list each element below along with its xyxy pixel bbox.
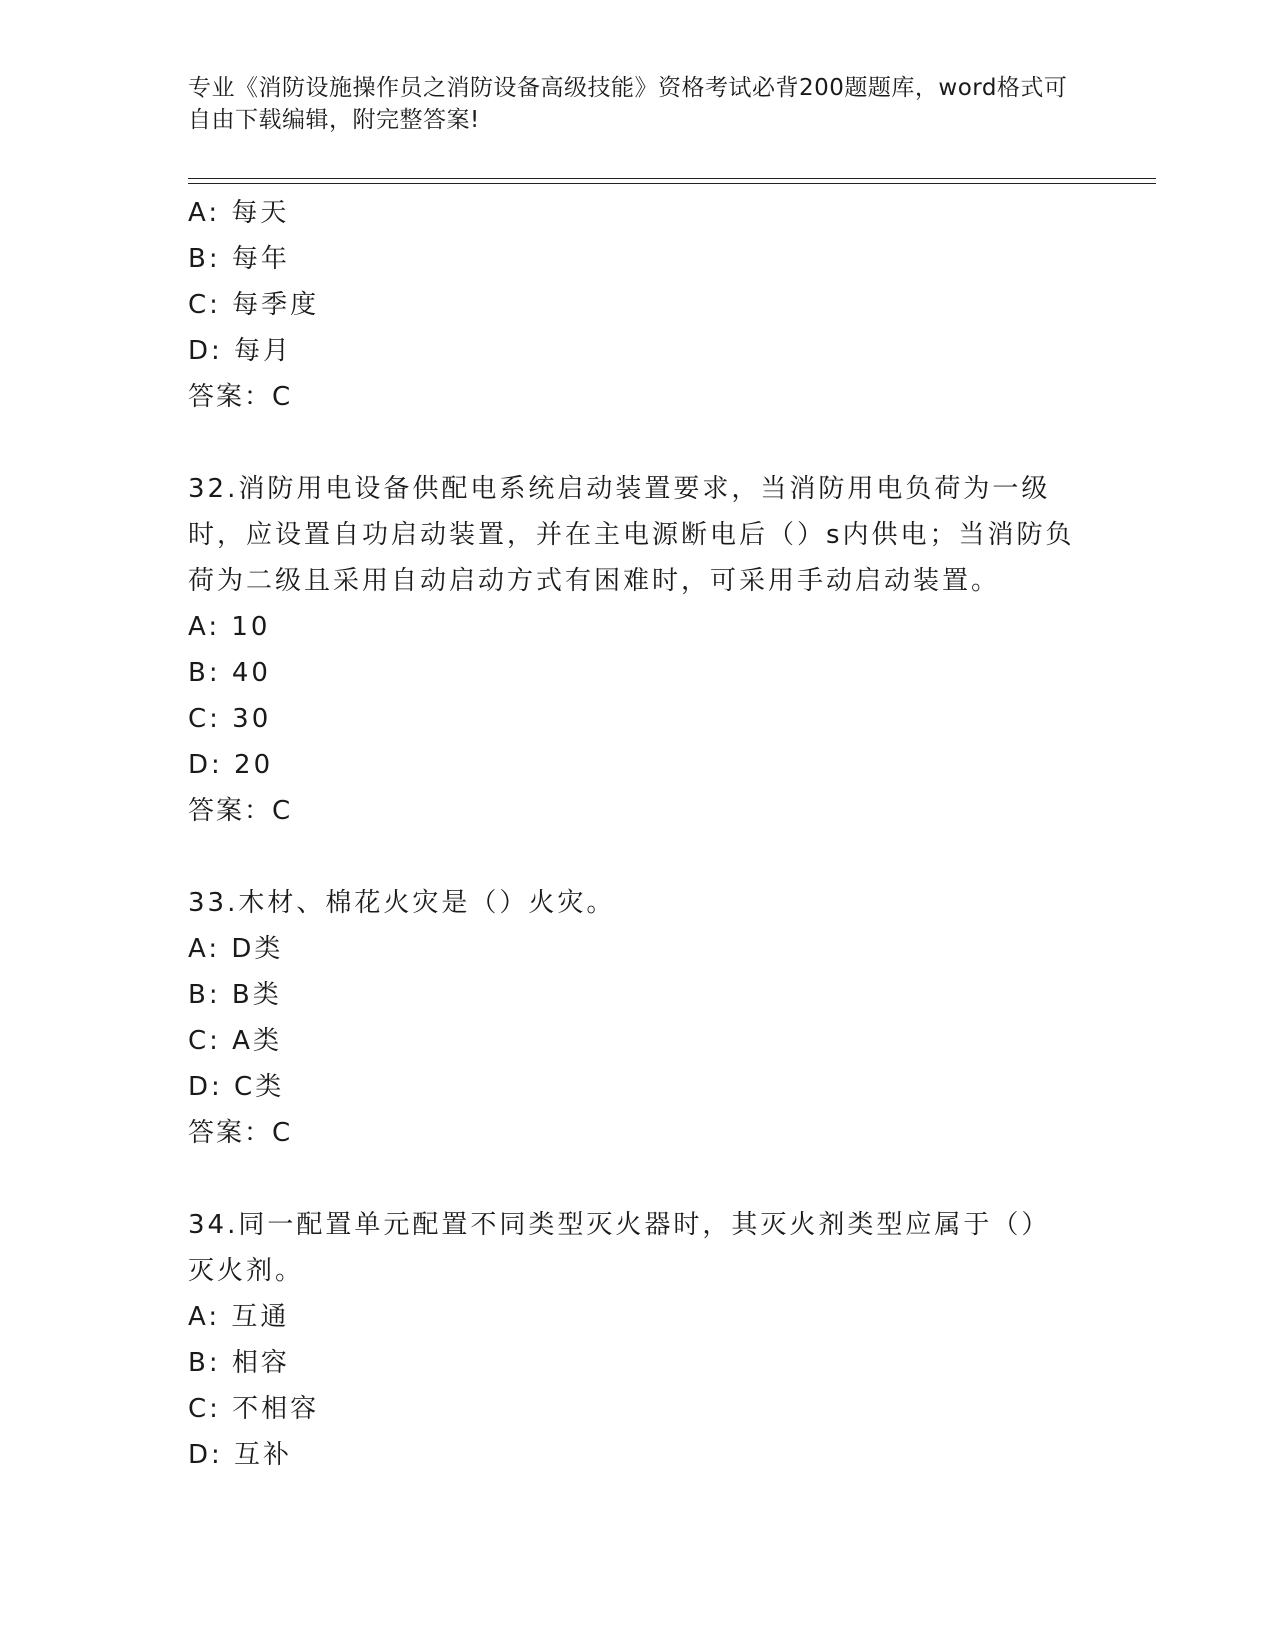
option-a: A: 互通 [188, 1302, 290, 1332]
option-d: D: 20 [188, 750, 274, 780]
option-c: C: A类 [188, 1026, 282, 1056]
document-body [188, 190, 1088, 1478]
option-b: B: B类 [188, 980, 282, 1010]
question-text: 32.消防用电设备供配电系统启动装置要求，当消防用电负荷为一级时，应设置自功启动装置，并在主电源断电后（）s内供电；当消防负荷为二级且采用自动启动方式有困难时，可采用手动启动装置。 [188, 474, 1075, 596]
question-text: 34.同一配置单元配置不同类型灭火器时，其灭火剂类型应属于（）灭火剂。 [188, 1210, 1051, 1286]
question-text: 33.木材、棉花火灾是（）火灾。 [188, 888, 616, 918]
question-31 [188, 190, 1088, 420]
option-b: B: 40 [188, 658, 271, 688]
option-a: A: D类 [188, 934, 284, 964]
answer: 答案：C [188, 382, 293, 412]
option-d: D: C类 [188, 1072, 285, 1102]
option-c: C: 不相容 [188, 1394, 320, 1424]
option-b: B: 相容 [188, 1348, 290, 1378]
option-d: D: 互补 [188, 1440, 293, 1470]
question-32 [188, 466, 1088, 834]
header-divider-top [188, 178, 1156, 179]
question-33 [188, 880, 1088, 1156]
option-b: B: 每年 [188, 244, 290, 274]
option-a: A: 每天 [188, 198, 290, 228]
option-a: A: 10 [188, 612, 271, 642]
answer: 答案：C [188, 796, 293, 826]
answer: 答案：C [188, 1118, 293, 1148]
option-c: C: 每季度 [188, 290, 320, 320]
option-c: C: 30 [188, 704, 272, 734]
option-d: D: 每月 [188, 336, 293, 366]
question-34 [188, 1202, 1088, 1478]
document-header: 专业《消防设施操作员之消防设备高级技能》资格考试必背200题题库，word格式可自由下载编辑，附完整答案! [188, 75, 1068, 133]
header-divider-bottom [188, 183, 1156, 184]
